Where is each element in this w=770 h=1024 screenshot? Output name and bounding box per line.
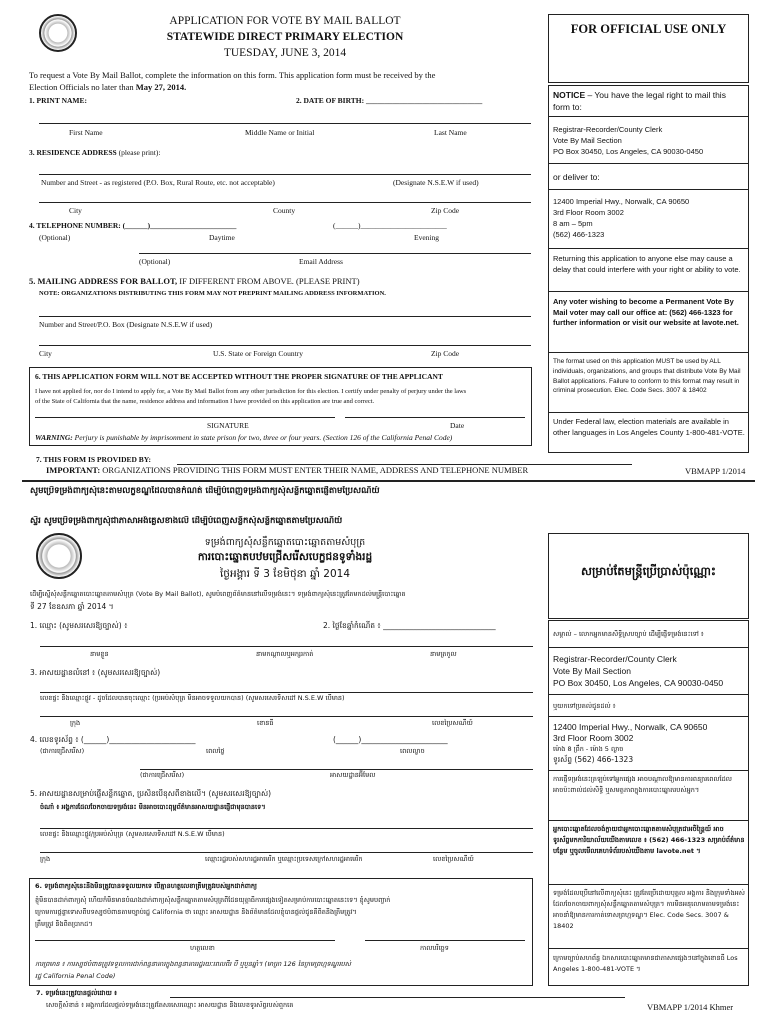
khmer-notice-divider-7 xyxy=(548,948,749,949)
notice-divider-2 xyxy=(548,163,749,164)
khmer-county-caption: ខោនធី xyxy=(257,719,274,727)
khmer-notice-divider-4 xyxy=(548,770,749,771)
intro-line-2: Election Officials no later than May 27, 2014. xyxy=(29,82,187,92)
or-deliver: or deliver to: xyxy=(553,172,600,182)
khmer-warning-1: ការព្រមាន ៖ ការស្បថបំពានត្រូវទទួលការដាក់ពន្ធនាគារក្នុងពន្ធនាគាររដ្ឋរយៈពេលពីរ បី ឬបួនឆ្នាំ។ (មាត្រា 126 នៃក្រមព្រហ្មទណ្ឌរបស់ xyxy=(35,960,351,968)
khmer-phone-evening[interactable]: (______)_______________________ xyxy=(333,735,448,744)
zip-caption: Zip Code xyxy=(431,206,460,215)
khmer-notice-divider-2 xyxy=(548,694,749,695)
county-caption: County xyxy=(273,206,296,215)
khmer-name-line[interactable] xyxy=(40,646,533,647)
khmer-phone-label[interactable]: 4. លេខទូរស័ព្ទ ៖ (______)_______________________ xyxy=(30,735,196,744)
khmer-email-caption: អាសយដ្ឋានអ៊ីមែល xyxy=(330,771,376,779)
important-note: IMPORTANT: ORGANIZATIONS PROVIDING THIS FORM MUST ENTER THEIR NAME, ADDRESS AND TELEPHONE NUMBER xyxy=(46,465,529,475)
returning-warning: Returning this application to anyone else may cause a delay that could interfere with your right or ability to vote. xyxy=(553,254,741,274)
office-phone: (562) 466-1323 xyxy=(553,230,605,239)
khmer-street-address: 12400 Imperial Hwy., Norwalk, CA 90650 xyxy=(553,722,708,732)
khmer-pobox: PO Box 30450, Los Angeles, CA 90030-0450 xyxy=(553,678,724,688)
khmer-day-caption: ពេលថ្ងៃ xyxy=(206,747,225,755)
khmer-residence-label: 3. អាសយដ្ឋានលំនៅ ៖ (សូមសរសេរឱ្យច្បាស់) xyxy=(30,668,161,677)
khmer-floor-room: 3rd Floor Room 3002 xyxy=(553,733,634,743)
khmer-date-line[interactable] xyxy=(365,940,525,941)
mailing-label: 5. MAILING ADDRESS FOR BALLOT, IF DIFFERENT FROM ABOVE. (PLEASE PRINT) xyxy=(29,276,360,286)
khmer-notice-heading: សម្គាល់ – លោកអ្នកមានសិទ្ធិស្របច្បាប់ ដើម្បីផ្ញើទម្រង់នេះទៅ ៖ xyxy=(553,630,704,638)
khmer-returning: ការផ្ញើទម្រង់នេះត្រឡប់ទៅអ្នកផ្សេង អាចបណ្ដាលឱ្យមានការពន្យារពេលដែលអាចប៉ះពាល់ដល់សិទ្ធិ ឬសមត្ថភាពក្នុងការបោះឆ្នោតរបស់អ្នក។ xyxy=(553,775,732,794)
khmer-mail-state-caption: ឈ្មោះរដ្ឋរបស់សហរដ្ឋអាមេរិក ឬឈ្មោះប្រទេសក្រៅសហរដ្ឋអាមេរិក xyxy=(205,855,363,863)
mail-state-caption: U.S. State or Foreign Country xyxy=(213,349,303,358)
provided-by-label: 7. THIS FORM IS PROVIDED BY: xyxy=(36,455,152,464)
notice-divider-5 xyxy=(548,291,749,292)
vbm-section: Vote By Mail Section xyxy=(553,136,622,145)
daytime-caption: Daytime xyxy=(209,233,235,242)
khmer-street-line[interactable] xyxy=(40,692,533,693)
residence-label: 3. RESIDENCE ADDRESS (please print): xyxy=(29,148,161,157)
signature-line[interactable] xyxy=(35,417,335,418)
street-address: 12400 Imperial Hwy., Norwalk, CA 90650 xyxy=(553,197,690,206)
evening-caption: Evening xyxy=(414,233,439,242)
signature-box-title: 6. THIS APPLICATION FORM WILL NOT BE ACCEPTED WITHOUT THE PROPER SIGNATURE OF THE APPLICANT xyxy=(35,372,443,381)
residence-street-line[interactable] xyxy=(39,174,531,175)
khmer-form-code: VBMAPP 1/2014 Khmer xyxy=(647,1002,734,1012)
optional-caption: (Optional) xyxy=(39,233,71,242)
notice-divider-1 xyxy=(548,116,749,117)
khmer-or-deliver: ឬយកទៅប្រគល់ជូនដល់ ៖ xyxy=(553,702,616,710)
mail-street-caption: Number and Street/P.O. Box (Designate N.S.E.W if used) xyxy=(39,320,213,329)
khmer-intro-2: ទី 27 ខែឧសភា ឆ្នាំ 2014 ។ xyxy=(30,602,114,611)
city-caption: City xyxy=(69,206,82,215)
election-title: STATEWIDE DIRECT PRIMARY ELECTION xyxy=(166,31,404,43)
khmer-city-line[interactable] xyxy=(40,716,533,717)
khmer-optional-caption: (ជាការជ្រើសរើស) xyxy=(40,747,85,755)
notice-divider-7 xyxy=(548,412,749,413)
intro-line-1: To request a Vote By Mail Ballot, complete the information on this form. This application form must be received by the xyxy=(29,70,436,80)
po-box-address: PO Box 30450, Los Angeles, CA 90030-0450 xyxy=(553,147,704,156)
last-name-caption: Last Name xyxy=(434,128,467,137)
khmer-mailing-label: 5. អាសយដ្ឋានសម្រាប់ផ្ញើសន្លឹកឆ្នោត, ប្រសិនបើខុសពីខាងលើ។ (សូមសរសេរឱ្យច្បាស់) xyxy=(30,789,272,798)
khmer-title-3: ថ្ងៃអង្គារ ទី 3 ខែមិថុនា ឆ្នាំ 2014 xyxy=(219,568,351,580)
election-date: TUESDAY, JUNE 3, 2014 xyxy=(223,47,347,59)
federal-law-notice: Under Federal law, election materials are available in other languages in Los Angeles County 1-800-481-VOTE. xyxy=(553,417,745,437)
mail-city-caption: City xyxy=(39,349,52,358)
telephone-label[interactable]: 4. TELEPHONE NUMBER: (______)_______________________ xyxy=(29,221,237,230)
mail-zip-caption: Zip Code xyxy=(431,349,460,358)
permanent-vbm-info: Any voter wishing to become a Permanent Vote By Mail voter may call our office at: (562) 466-1323 for further information or visit our website at lavote.net. xyxy=(553,297,739,327)
khmer-notice-divider-3 xyxy=(548,716,749,717)
notice-divider-3 xyxy=(548,189,749,190)
khmer-mail-street-line[interactable] xyxy=(40,828,533,829)
form-title: APPLICATION FOR VOTE BY MAIL BALLOT xyxy=(169,15,401,27)
khmer-name-label: 1. ឈ្មោះ (សូមសរសេរឱ្យច្បាស់) ៖ xyxy=(30,621,128,630)
khmer-certify-2: ក្រោមការផ្ដន្ទាទោសពីបទស្បថបំពានតាមច្បាប់រដ្ឋ California ថា ឈ្មោះ អាសយដ្ឋាន និងព័ត៌មានដែលខ្ញុំបានផ្ដល់ជូនគឺពិតនិងត្រឹមត្រូវ។ xyxy=(35,908,357,916)
telephone-evening-field[interactable]: (______)_______________________ xyxy=(333,221,447,230)
first-name-caption: First Name xyxy=(69,128,103,137)
khmer-intro-1: ដើម្បីស្នើសុំសន្លឹកឆ្នោតបោះឆ្នោតតាមសំបុត្រ (Vote By Mail Ballot), សូមបំពេញព័ត៌មាននៅលើទម្រង់នេះ។ ទម្រង់ពាក្យសុំនេះត្រូវតែមកដល់មន្ត្រីបោះឆ្នោត xyxy=(30,590,406,598)
khmer-important-note: សេចក្ដីសំខាន់ ៖ អង្គការដែលផ្ដល់ទម្រង់នេះត្រូវតែសរសេរឈ្មោះ អាសយដ្ឋាន និងលេខទូរស័ព្ទរបស់ពួកគេ xyxy=(46,1001,294,1009)
registrar-name: Registrar-Recorder/County Clerk xyxy=(553,125,663,134)
khmer-federal: ក្រោមច្បាប់សហព័ន្ធ ឯកសារបោះឆ្នោតមានជាភាសាផ្សេងៗនៅក្នុងខោនធី Los Angeles 1-800-481-VOTE ។ xyxy=(553,954,738,973)
khmer-registrar: Registrar-Recorder/County Clerk xyxy=(553,654,677,664)
date-line[interactable] xyxy=(345,417,525,418)
khmer-notice-1: សូមប្រើទម្រង់ពាក្យសុំនេះតាមលក្ខខណ្ឌដែលបានកំណត់ ដើម្បីបំពេញទម្រង់ពាក្យសុំសន្លឹកឆ្នោតផ្ញើតាមប្រៃសណីយ៍ xyxy=(30,486,380,496)
khmer-notice-divider-1 xyxy=(548,647,749,648)
khmer-phone: ទូរស័ព្ទ (562) 466-1323 xyxy=(553,755,634,764)
khmer-street-caption: លេខផ្ទះ និងឈ្មោះផ្លូវ - ដូចដែលបានចុះឈ្មោះ (ប្រអប់សំបុត្រ មិនអាចទទួលយកបាន) (សូមសរសេរទិសដៅ N.S.E.W បើមាន) xyxy=(40,694,345,702)
mail-street-line[interactable] xyxy=(39,316,531,317)
notice-divider-6 xyxy=(548,352,749,353)
office-hours: 8 am – 5pm xyxy=(553,219,593,228)
county-seal-khmer xyxy=(36,533,82,579)
notice-heading: NOTICE – You have the legal right to mail this form to: xyxy=(553,90,726,112)
dob-label[interactable]: 2. DATE OF BIRTH: _______________________________ xyxy=(296,96,483,105)
nsew-caption: (Designate N.S.E.W if used) xyxy=(393,178,479,187)
khmer-vbm-section: Vote By Mail Section xyxy=(553,666,631,676)
email-caption: Email Address xyxy=(299,257,343,266)
khmer-email-line[interactable] xyxy=(140,769,533,770)
khmer-evening-caption: ពេលល្ងាច xyxy=(400,747,425,755)
middle-name-caption: Middle Name or Initial xyxy=(245,128,315,137)
official-use-label: FOR OFFICIAL USE ONLY xyxy=(570,22,727,36)
notice-divider-4 xyxy=(548,248,749,249)
khmer-middle-caption: នាមកណ្ដាលឬអក្សរកាត់ xyxy=(256,650,314,658)
khmer-city-caption: ក្រុង xyxy=(70,719,81,727)
khmer-notice-divider-6 xyxy=(548,884,749,885)
khmer-provided-by: 7. ទម្រង់នេះត្រូវបានផ្ដល់ដោយ ៖ xyxy=(36,989,117,997)
khmer-mail-city-line[interactable] xyxy=(40,852,533,853)
khmer-dob-label[interactable]: 2. ថ្ងៃខែឆ្នាំកំណើត ៖ ______________________________ xyxy=(323,621,496,630)
khmer-warning-2: រដ្ឋ California Penal Code) xyxy=(35,972,116,980)
khmer-optional2-caption: (ជាការជ្រើសរើស) xyxy=(140,771,185,779)
khmer-signature-line[interactable] xyxy=(35,940,335,941)
khmer-certify-1: ខ្ញុំមិនបានដាក់ពាក្យសុំ ហើយក៏មិនមានបំណងដាក់ពាក្យសុំសន្លឹកឆ្នោតតាមសំបុត្រពីដែនយុត្តាធិការផ្សេងទៀតសម្រាប់ការបោះឆ្នោតនេះទេ។ ខ្ញុំសូមបញ្ជាក់ xyxy=(35,896,391,904)
khmer-last-caption: នាមត្រកូល xyxy=(430,650,457,658)
khmer-provided-by-line[interactable] xyxy=(170,997,625,998)
khmer-official-label: សម្រាប់តែមន្ត្រីប្រើប្រាស់ប៉ុណ្ណោះ xyxy=(581,564,716,578)
street-caption: Number and Street - as registered (P.O. Box, Rural Route, etc. not acceptable) xyxy=(41,178,275,187)
floor-room: 3rd Floor Room 3002 xyxy=(553,208,624,217)
org-note: NOTE: ORGANIZATIONS DISTRIBUTING THIS FORM MAY NOT PREPRINT MAILING ADDRESS INFORMATION. xyxy=(39,290,386,297)
email-line[interactable] xyxy=(139,253,531,254)
khmer-permanent: អ្នកបោះឆ្នោតដែលចង់ក្លាយជាអ្នកបោះឆ្នោតតាមសំបុត្រជាអចិន្ត្រៃយ៍ អាចទូរស័ព្ទមកការិយាល័យយើងតាមលេខ ៖ (562) 466-1323 សម្រាប់ព័ត៌មានបន្ថែម ឬចូលមើលគេហទំព័ររបស់យើងតាម lavote.net ។ xyxy=(553,825,745,855)
khmer-notice-2: ស្ទីរ សូមប្រើទម្រង់ពាក្យសុំជាភាសាអង់គ្លេសខាងលើ ដើម្បីបំពេញសន្លឹកសុំសន្លឹកឆ្នោតតាមប្រៃសណីយ៍ xyxy=(30,516,343,526)
khmer-first-caption: នាមខ្លួន xyxy=(90,650,109,658)
signature-caption: SIGNATURE xyxy=(207,421,249,430)
certify-line-1: I have not applied for, nor do I intend to apply for, a Vote By Mail Ballot from any other jurisdiction for this election. I certify under penalty of perjury under the laws xyxy=(35,388,467,395)
print-name-label: 1. PRINT NAME: xyxy=(29,96,87,105)
khmer-hours: ម៉ោង 8 ព្រឹក - ម៉ោង 5 ល្ងាច xyxy=(553,745,624,753)
county-seal xyxy=(39,14,77,52)
optional-email-caption: (Optional) xyxy=(139,257,171,266)
khmer-format: ទម្រង់ដែលប្រើនៅលើពាក្យសុំនេះ ត្រូវតែប្រើដោយបុគ្គល អង្គការ និងក្រុមទាំងអស់ដែលចែកចាយពាក្យសុំសន្លឹកឆ្នោតតាមសំបុត្រ។ ការមិនអនុលោមតាមទម្រង់នេះ អាចនាំឱ្យមានការកាត់ទោសព្រហ្មទណ្ឌ។ Elec. Code Secs. 3007 & 18402 xyxy=(553,889,745,930)
khmer-zip-caption: លេខប្រៃសណីយ៍ xyxy=(432,719,473,727)
date-caption: Date xyxy=(450,421,465,430)
khmer-signature-title: 6. ទម្រង់ពាក្យសុំនេះនឹងមិនត្រូវបានទទួលយកទេ បើគ្មានហត្ថលេខាត្រឹមត្រូវរបស់អ្នកដាក់ពាក្យ xyxy=(35,882,257,890)
khmer-mail-city-caption: ក្រុង xyxy=(40,855,51,863)
khmer-notice-divider-5 xyxy=(548,820,749,821)
khmer-mail-street-caption: លេខផ្ទះ និងឈ្មោះផ្លូវ/ប្រអប់សំបុត្រ (សូមសរសេរទិសដៅ N.S.E.W បើមាន) xyxy=(40,830,225,838)
khmer-date-caption: កាលបរិច្ឆេទ xyxy=(420,944,449,952)
format-notice: The format used on this application MUST be used by ALL individuals, organizations, and groups that distribute Vote By Mail Ballot applications. Failure to conform to this format may result in criminal prosecution. Elec. Code Secs. 3007 & 18402 xyxy=(553,358,741,395)
khmer-certify-3: ត្រឹមត្រូវ និងពិតប្រាកដ។ xyxy=(35,920,93,928)
khmer-mailing-note: ចំណាំ ៖ អង្គការដែលចែកចាយទម្រង់នេះ មិនអាចបោះពុម្ពព័ត៌មានអាសយដ្ឋានផ្ញើជាមុនបានទេ។ xyxy=(40,803,266,811)
khmer-signature-caption: ហត្ថលេខា xyxy=(190,944,215,952)
certify-line-2: of the State of California that the name, residence address and information I have provided on this application are true and correct. xyxy=(35,398,375,405)
khmer-mail-zip-caption: លេខប្រៃសណីយ៍ xyxy=(433,855,474,863)
name-line[interactable] xyxy=(39,123,531,124)
residence-city-line[interactable] xyxy=(39,202,531,203)
khmer-title-1: ទម្រង់ពាក្យសុំសន្លឹកឆ្នោតបោះឆ្នោតតាមសំបុត្រ xyxy=(204,537,366,548)
section-separator xyxy=(22,480,755,482)
mail-city-line[interactable] xyxy=(39,345,531,346)
khmer-title-2: ការបោះឆ្នោតបឋមជ្រើសរើសបេក្ខជនទូទាំងរដ្ឋ xyxy=(197,551,373,563)
perjury-warning: WARNING: Perjury is punishable by imprisonment in state prison for two, three or four years. (Section 126 of the California Penal Code) xyxy=(35,433,453,442)
form-code: VBMAPP 1/2014 xyxy=(685,466,746,476)
